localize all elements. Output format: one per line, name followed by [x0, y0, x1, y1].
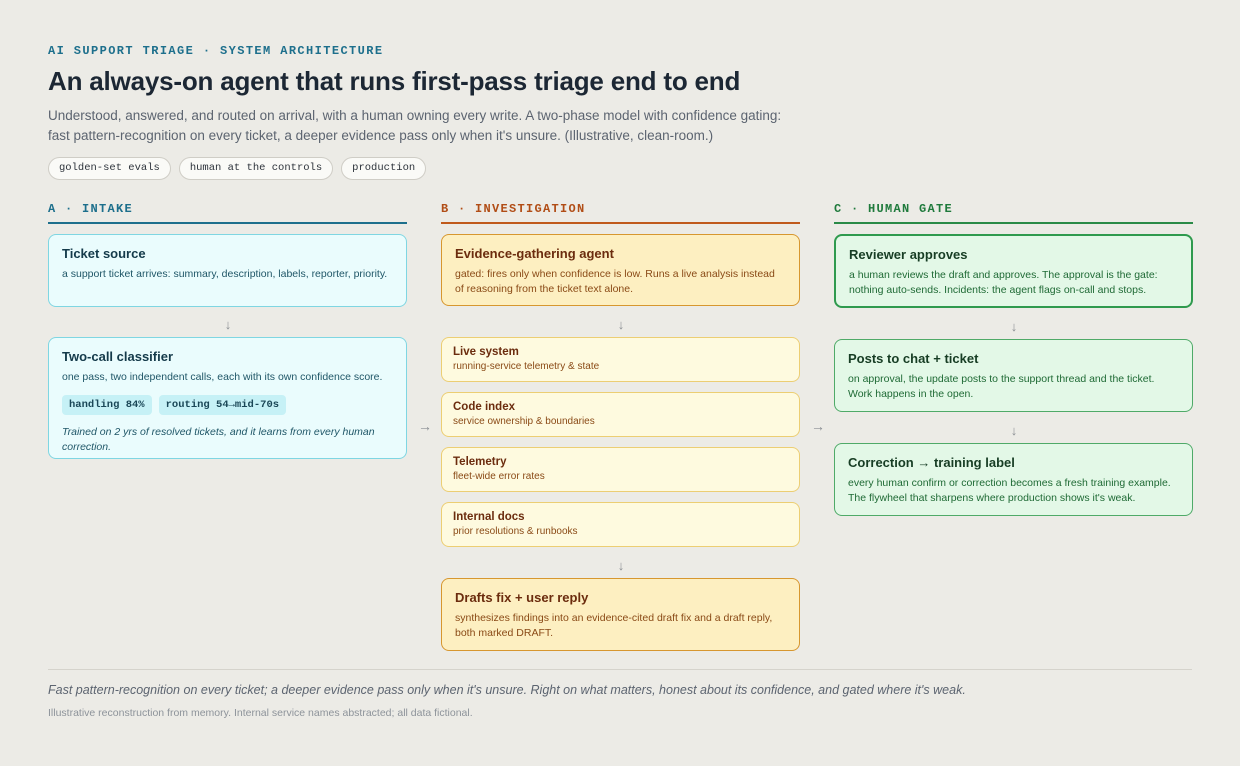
card-drafts-fix [441, 578, 800, 651]
card-source-code-index [441, 392, 800, 437]
card-description: fleet-wide error rates [453, 471, 545, 482]
tag-chips [48, 157, 426, 180]
card-description: prior resolutions & runbooks [453, 526, 578, 537]
card-description: gated: fires only when confidence is low. Runs a live analysis instead of reasoning from the ticket text alone. [455, 268, 775, 295]
pill-handling-confidence: handling 84% [62, 395, 152, 415]
card-title: Reviewer approves [849, 247, 968, 262]
footer-divider [48, 669, 1192, 670]
card-evidence-agent [441, 234, 800, 306]
column-investigation [441, 202, 800, 639]
arrow-down-icon: ↓ [1010, 319, 1018, 334]
column-heading-human-gate: C · HUMAN GATE [834, 202, 1193, 224]
column-human-gate [834, 202, 1193, 504]
card-title: Posts to chat + ticket [848, 351, 979, 366]
card-two-call-classifier [48, 337, 407, 459]
confidence-pills [62, 395, 393, 415]
card-source-telemetry [441, 447, 800, 492]
footer-disclaimer: Illustrative reconstruction from memory. Internal service names abstracted; all data fictional. [48, 707, 473, 719]
card-title: Two-call classifier [62, 349, 174, 364]
card-title: Code index [453, 401, 515, 413]
card-description: synthesizes findings into an evidence-cited draft fix and a draft reply, both marked DRAFT. [455, 612, 773, 639]
column-intake [48, 202, 407, 453]
card-source-live-system [441, 337, 800, 382]
eyebrow: AI SUPPORT TRIAGE · SYSTEM ARCHITECTURE [48, 44, 384, 58]
column-heading-investigation: B · INVESTIGATION [441, 202, 800, 224]
page-subtitle: Understood, answered, and routed on arrival, with a human owning every write. A two-phase model with confidence gating: fast pattern-recognition on every ticket, a deeper evidence pass only when it's unsure. (Illustrative, clean-room.) [48, 108, 782, 143]
card-description: service ownership & boundaries [453, 416, 595, 427]
card-title: Drafts fix + user reply [455, 590, 589, 605]
pill-routing-confidence: routing 54→mid-70s [159, 395, 286, 415]
card-description: every human confirm or correction becomes a fresh training example. The flywheel that sharpens where production shows it's weak. [848, 477, 1171, 504]
arrow-down-icon: ↓ [617, 558, 625, 573]
arrow-right-icon: → [418, 418, 432, 434]
page-title: An always-on agent that runs first-pass triage end to end [48, 66, 741, 96]
card-source-internal-docs [441, 502, 800, 547]
chip-golden-set-evals: golden-set evals [48, 157, 171, 180]
card-reviewer-approves [834, 234, 1193, 308]
card-title: Internal docs [453, 511, 525, 523]
chip-production: production [341, 157, 426, 180]
card-description: a human reviews the draft and approves. The approval is the gate: nothing auto-sends. Incidents: the agent flags on-call and stops. [849, 269, 1158, 296]
arrow-down-icon: ↓ [224, 317, 232, 332]
arrow-down-icon: ↓ [1010, 423, 1018, 438]
card-description: one pass, two independent calls, each with its own confidence score. [62, 371, 383, 383]
card-title: Telemetry [453, 456, 507, 468]
card-description: on approval, the update posts to the support thread and the ticket. Work happens in the open. [848, 373, 1155, 400]
chip-human-at-controls: human at the controls [179, 157, 333, 180]
card-description: running-service telemetry & state [453, 361, 600, 372]
arrow-right-icon: → [811, 418, 825, 434]
card-description: a support ticket arrives: summary, description, labels, reporter, priority. [62, 268, 388, 280]
card-title: Correction → training label [848, 455, 1015, 470]
footer-summary: Fast pattern-recognition on every ticket; a deeper evidence pass only when it's unsure. Right on what matters, honest about its confidence, and gated where it's weak. [48, 683, 966, 697]
column-heading-intake: A · INTAKE [48, 202, 407, 224]
card-posts-to-chat [834, 339, 1193, 412]
card-title: Ticket source [62, 246, 146, 261]
arrow-down-icon: ↓ [617, 317, 625, 332]
classifier-note: Trained on 2 yrs of resolved tickets, and it learns from every human correction. [62, 426, 375, 453]
card-title: Evidence-gathering agent [455, 246, 614, 261]
card-ticket-source [48, 234, 407, 307]
card-correction-training [834, 443, 1193, 516]
card-title: Live system [453, 346, 519, 358]
